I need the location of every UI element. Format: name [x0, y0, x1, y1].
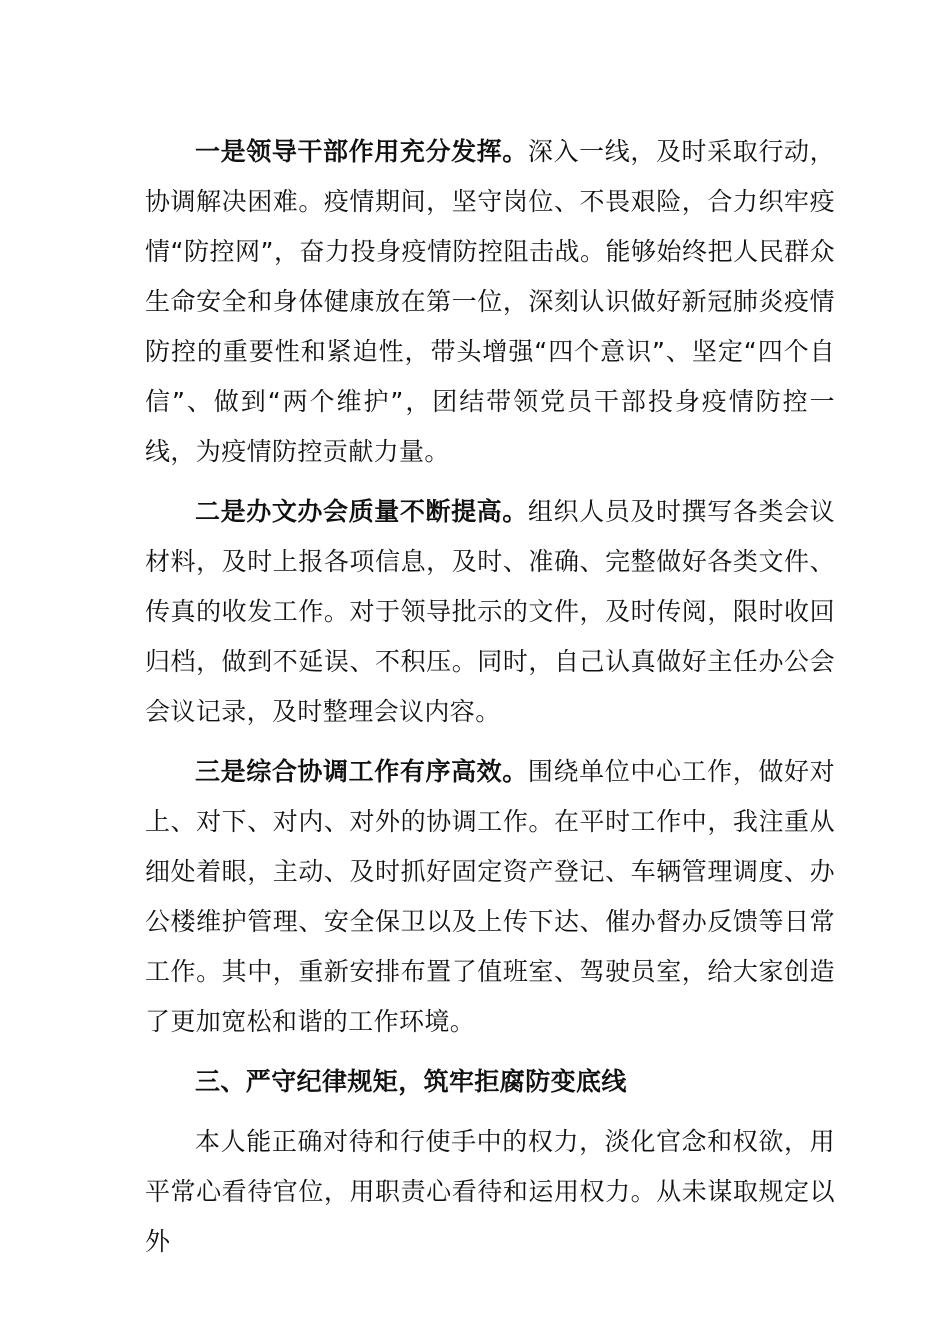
- paragraph-lead: 三是综合协调工作有序高效。: [195, 757, 528, 786]
- paragraph-lead: 一是领导干部作用充分发挥。: [195, 137, 528, 166]
- paragraph-discipline: [145, 1117, 835, 1267]
- paragraph-body: 本人能正确对待和行使手中的权力，淡化官念和权欲，用平常心看待官位，用职责心看待和运用权力。从未谋取规定以外: [145, 1127, 835, 1256]
- paragraph-documents-meetings: [145, 487, 835, 737]
- paragraph-body: 深入一线，及时采取行动，协调解决困难。疫情期间，坚守岗位、不畏艰险，合力织牢疫情“防控网”，奋力投身疫情防控阻击战。能够始终把人民群众生命安全和身体健康放在第一位，深刻认识做好新冠肺炎疫情防控的重要性和紧迫性，带头增强“四个意识”、坚定“四个自信”、做到“两个维护”，团结带领党员干部投身疫情防控一线，为疫情防控贡献力量。: [145, 137, 835, 466]
- paragraph-coordination: [145, 747, 835, 1047]
- section-heading-text: 三、严守纪律规矩，筑牢拒腐防变底线: [195, 1067, 627, 1096]
- paragraph-lead: 二是办文办会质量不断提高。: [195, 497, 528, 526]
- paragraph-body: 围绕单位中心工作，做好对上、对下、对内、对外的协调工作。在平时工作中，我注重从细处着眼，主动、及时抓好固定资产登记、车辆管理调度、办公楼维护管理、安全保卫以及上传下达、催办督办反馈等日常工作。其中，重新安排布置了值班室、驾驶员室，给大家创造了更加宽松和谐的工作环境。: [145, 757, 835, 1036]
- paragraph-body: 组织人员及时撰写各类会议材料，及时上报各项信息，及时、准确、完整做好各类文件、传真的收发工作。对于领导批示的文件，及时传阅，限时收回归档，做到不延误、不积压。同时，自己认真做好主任办公会会议记录，及时整理会议内容。: [145, 497, 835, 726]
- paragraph-leadership: [145, 127, 835, 477]
- section-heading: [145, 1057, 835, 1107]
